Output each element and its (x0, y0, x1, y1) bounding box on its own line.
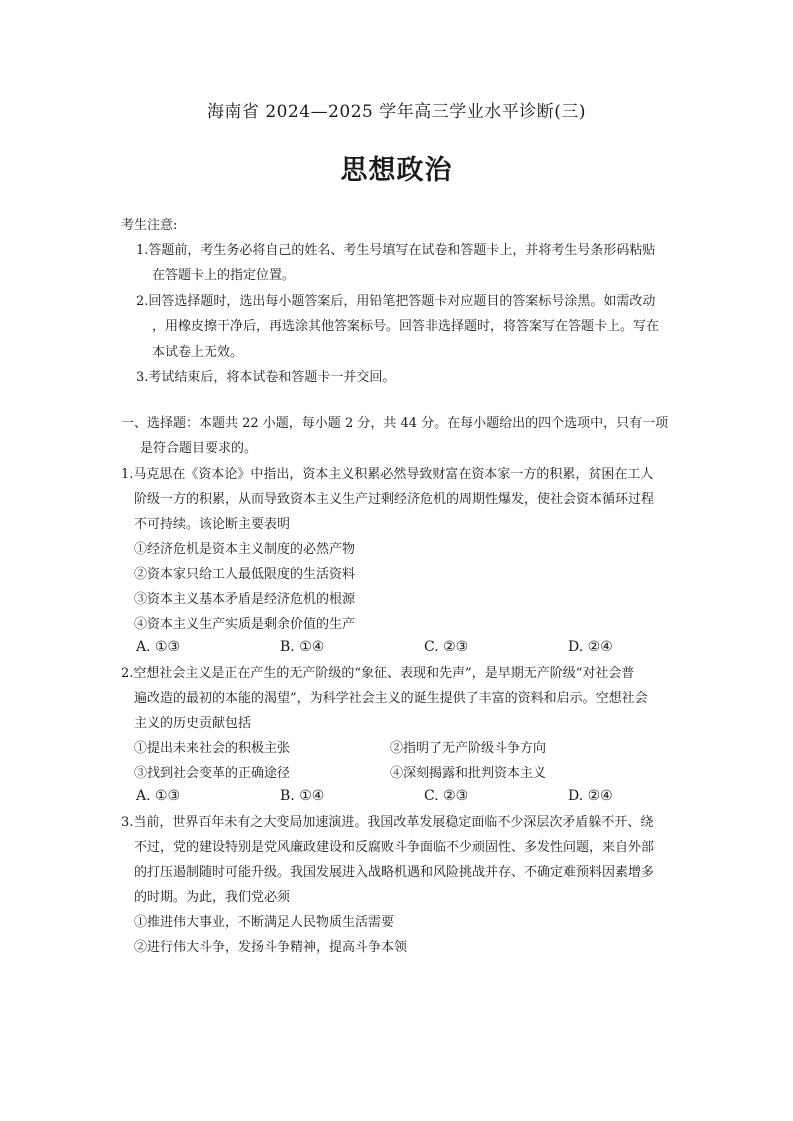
q2-stem-line-1: 2.空想社会主义是正在产生的无产阶级的“象征、表现和先声”，是早期无产阶级“对社会普 (121, 666, 635, 681)
q2-option-b: B. ①④ (280, 788, 325, 804)
notice-item-2-line-1: 2.回答选择题时，选出每小题答案后，用铅笔把答题卡对应题目的答案标号涂黑。如需改动 (136, 294, 656, 309)
q1-statement-2: ②资本家只给工人最低限度的生活资料 (134, 567, 356, 582)
q3-stem-line-3: 的打压遏制随时可能升级。我国发展进入战略机遇和风险挑战并存、不确定难预料因素增多 (134, 865, 655, 880)
section-heading-line-1: 一、选择题：本题共 22 小题，每小题 2 分，共 44 分。在每小题给出的四个选项中，只有一项 (121, 416, 669, 431)
notice-item-3-line-1: 3.考试结束后，将本试卷和答题卡一并交回。 (136, 370, 396, 385)
q1-option-a: A. ①③ (136, 639, 181, 655)
q2-option-a: A. ①③ (136, 788, 181, 804)
q2-statement-2: ②指明了无产阶级斗争方向 (390, 741, 547, 756)
q2-stem-line-2: 遍改造的最初的本能的渴望”，为科学社会主义的诞生提供了丰富的资料和启示。空想社会 (134, 691, 648, 706)
q2-option-d: D. ②④ (568, 788, 613, 804)
q1-statement-1: ①经济危机是资本主义制度的必然产物 (134, 542, 356, 557)
q3-stem-line-4: 的时期。为此，我们党必须 (134, 890, 291, 905)
q2-statement-4: ④深刻揭露和批判资本主义 (390, 766, 547, 781)
q3-stem-line-1: 3.当前，世界百年未有之大变局加速演进。我国改革发展稳定面临不少深层次矛盾躲不开、绕 (121, 815, 654, 830)
q3-statement-1: ①推进伟大事业，不断满足人民物质生活需要 (134, 915, 395, 930)
notice-item-2-line-3: 本试卷上无效。 (152, 345, 244, 360)
q2-stem-line-3: 主义的历史贡献包括 (134, 716, 252, 731)
q3-statement-2: ②进行伟大斗争，发扬斗争精神，提高斗争本领 (134, 940, 408, 955)
notice-item-1-line-1: 1.答题前，考生务必将自己的姓名、考生号填写在试卷和答题卡上，并将考生号条形码粘贴 (136, 243, 656, 258)
section-heading-line-2: 是符合题目要求的。 (140, 441, 258, 456)
exam-title: 海南省 2024—2025 学年高三学业水平诊断(三) (206, 102, 587, 122)
q2-option-c: C. ②③ (424, 788, 469, 804)
q1-option-c: C. ②③ (424, 639, 469, 655)
q3-stem-line-2: 不过，党的建设特别是党风廉政建设和反腐败斗争面临不少顽固性、多发性问题，来自外部 (134, 840, 655, 855)
q1-stem-line-3: 不可持续。该论断主要表明 (134, 517, 291, 532)
q1-stem-line-1: 1.马克思在《资本论》中指出，资本主义积累必然导致财富在资本家一方的积累，贫困在工人 (121, 467, 654, 482)
q1-statement-3: ③资本主义基本矛盾是经济危机的根源 (134, 592, 356, 607)
q1-stem-line-2: 阶级一方的积累，从而导致资本主义生产过剩经济危机的周期性爆发，使社会资本循环过程 (134, 492, 655, 507)
subject-title: 思想政治 (340, 155, 453, 186)
notice-item-2-line-2: ，用橡皮擦干净后，再选涂其他答案标号。回答非选择题时，将答案写在答题卡上。写在 (152, 319, 660, 334)
q1-option-d: D. ②④ (568, 639, 613, 655)
notice-heading: 考生注意: (121, 218, 178, 233)
q2-statement-3: ③找到社会变革的正确途径 (134, 766, 291, 781)
q1-option-b: B. ①④ (280, 639, 325, 655)
notice-item-1-line-2: 在答题卡上的指定位置。 (152, 268, 296, 283)
q1-statement-4: ④资本主义生产实质是剩余价值的生产 (134, 617, 356, 632)
q2-statement-1: ①提出未来社会的积极主张 (134, 741, 291, 756)
